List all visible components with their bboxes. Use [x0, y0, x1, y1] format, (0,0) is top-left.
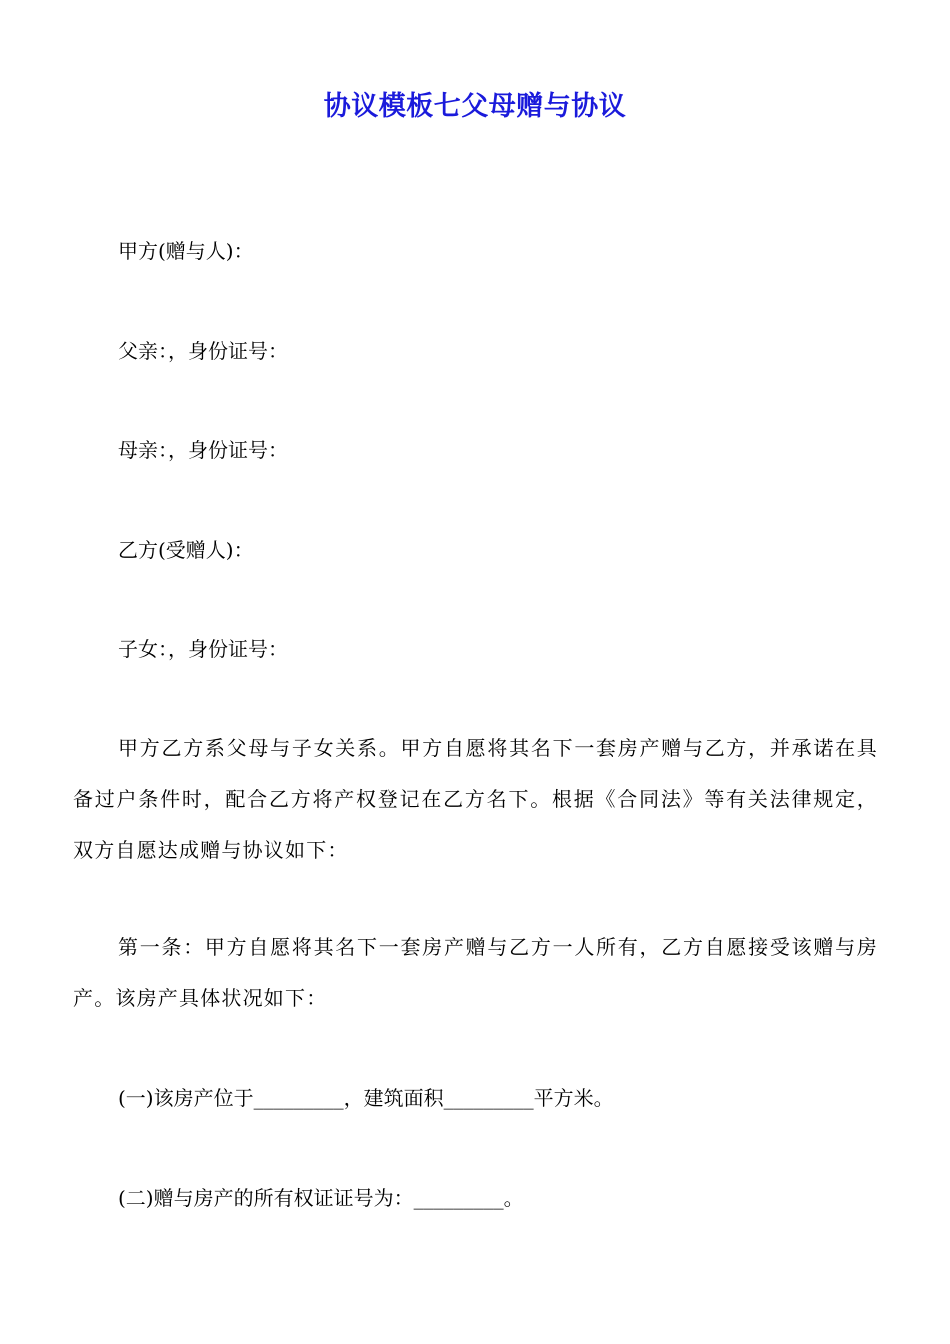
- child-line: 子女：，身份证号：: [118, 637, 288, 661]
- party-b-heading: 乙方(受赠人)：: [118, 538, 254, 562]
- item-one-line: (一)该房产位于_________，建筑面积_________平方米。: [118, 1086, 614, 1110]
- document-title: 协议模板七父母赠与协议: [323, 91, 627, 122]
- article-one-paragraph: 第一条：甲方自愿将其名下一套房产赠与乙方一人所有，乙方自愿接受该赠与房产。该房产具体状况如下：: [73, 935, 878, 1010]
- item-two-line: (二)赠与房产的所有权证证号为：_________。: [118, 1186, 524, 1210]
- party-a-heading: 甲方(赠与人)：: [118, 239, 254, 263]
- intro-paragraph: 甲方乙方系父母与子女关系。甲方自愿将其名下一套房产赠与乙方，并承诺在具备过户条件时，配合乙方将产权登记在乙方名下。根据《合同法》等有关法律规定，双方自愿达成赠与协议如下：: [73, 736, 878, 862]
- mother-line: 母亲：，身份证号：: [118, 438, 288, 462]
- father-line: 父亲：，身份证号：: [118, 339, 288, 363]
